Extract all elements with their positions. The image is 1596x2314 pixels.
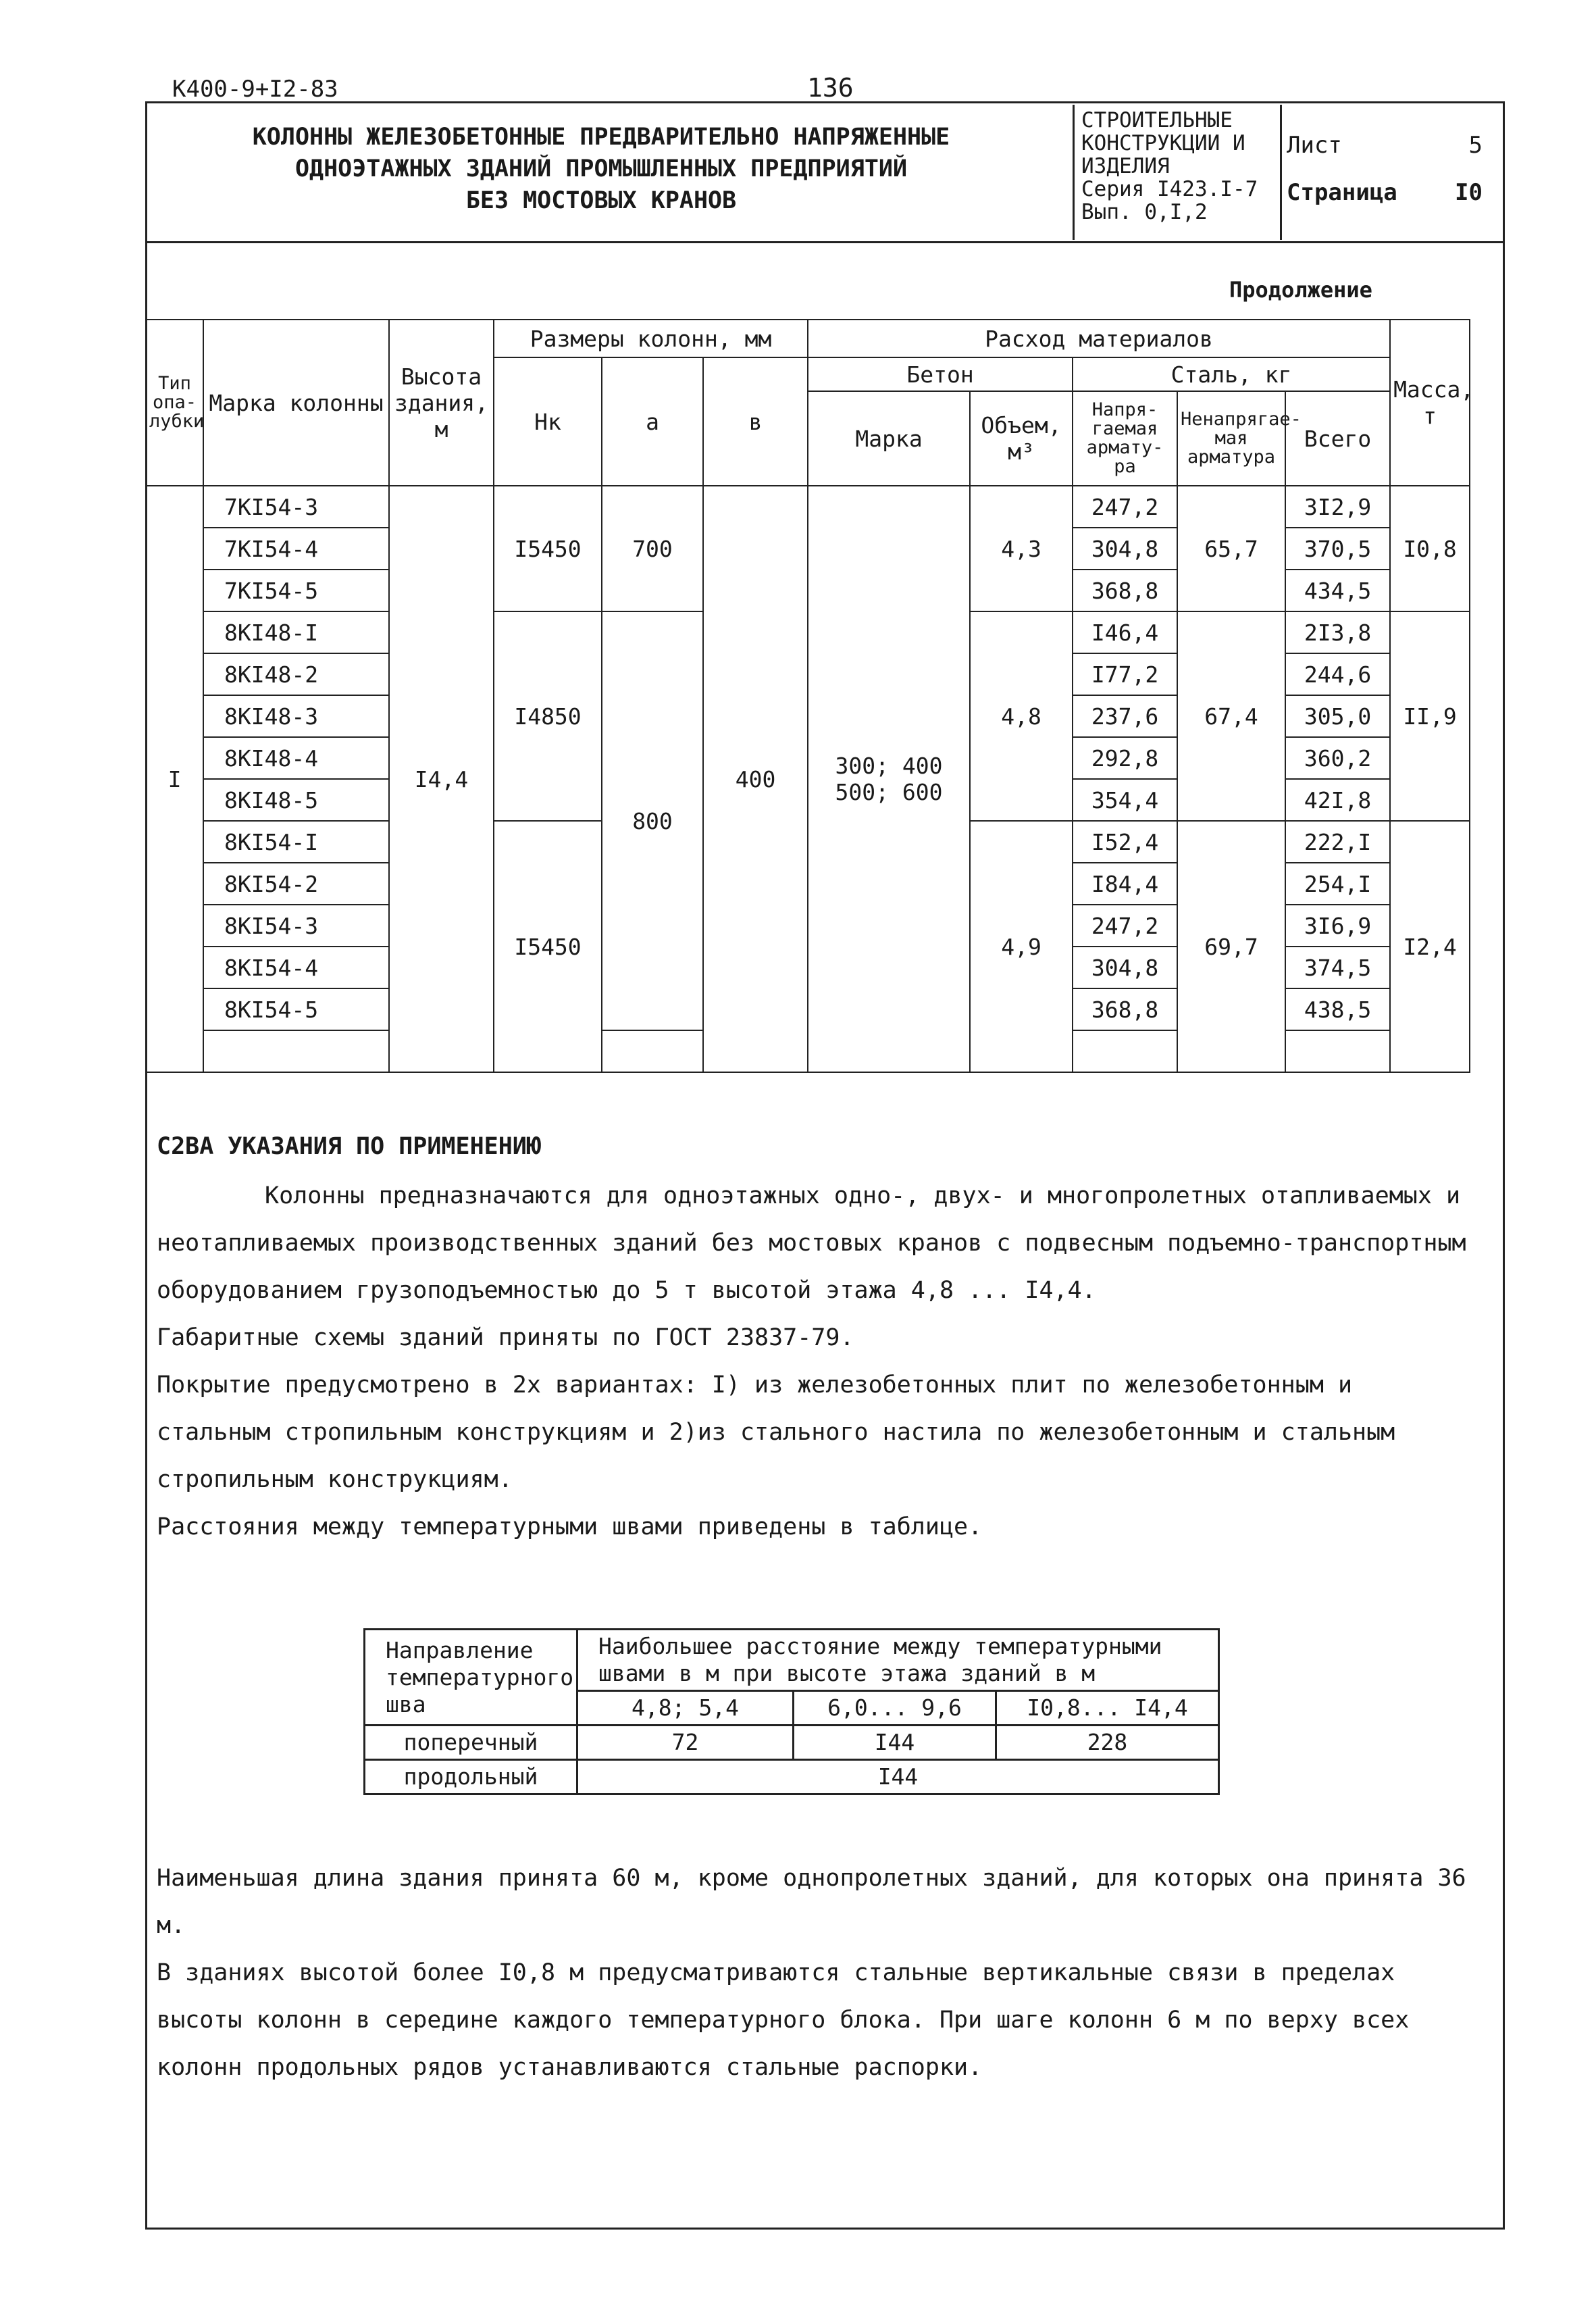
hk-cell: I4850 (494, 611, 602, 821)
th-consumption: Расход материалов (808, 320, 1390, 357)
distance-cell: 72 (577, 1726, 794, 1760)
th-mark: Марка колонны (203, 320, 389, 486)
paragraph-3: Покрытие предусмотрено в 2х вариантах: I) из железобетонных плит по железобетонным и стальным стропильным конструкциям и 2)из стального настила по железобетонным и стальным стропильным конструкциям. (157, 1372, 1395, 1493)
distance-cell: I44 (577, 1760, 1219, 1794)
th-a: а (602, 357, 703, 486)
paragraph-6: В зданиях высотой более I0,8 м предусматриваются стальные вертикальные связи в пределах высоты колонн в середине каждого температурного блока. При шаге колонн 6 м по верху всех колонн продольных рядов устанавливаются стальные распорки. (157, 1959, 1410, 2081)
page-value: I0 (1455, 179, 1483, 206)
mark-cell: 8КI48-I (203, 611, 389, 653)
prestressed-cell: I52,4 (1073, 821, 1177, 863)
mass-cell: II,9 (1390, 611, 1470, 821)
direction-cell: продольный (365, 1760, 577, 1794)
prestressed-cell: 237,6 (1073, 695, 1177, 737)
page-number: 136 (807, 73, 854, 103)
empty-cell (203, 1030, 389, 1072)
total-cell: 222,I (1285, 821, 1390, 863)
prestressed-cell: 304,8 (1073, 947, 1177, 988)
notes-title: С2ВА УКАЗАНИЯ ПО ПРИМЕНЕНИЮ (157, 1133, 541, 1160)
total-cell: 244,6 (1285, 653, 1390, 695)
nonprestressed-cell: 67,4 (1177, 611, 1285, 821)
distance-cell: I44 (794, 1726, 996, 1760)
th-hk: Нк (494, 357, 602, 486)
total-cell: 374,5 (1285, 947, 1390, 988)
nonprestressed-cell: 65,7 (1177, 486, 1285, 611)
total-cell: 305,0 (1285, 695, 1390, 737)
volume-cell: 4,9 (970, 821, 1073, 1072)
th-dims: Размеры колонн, мм (494, 320, 808, 357)
prestressed-cell: 247,2 (1073, 905, 1177, 947)
mark-cell: 8КI54-2 (203, 863, 389, 905)
series-line-5: Вып. 0,I,2 (1081, 200, 1208, 224)
paragraph-2: Габаритные схемы зданий приняты по ГОСТ 23837-79. (157, 1324, 854, 1351)
prestressed-cell: I84,4 (1073, 863, 1177, 905)
series-line-2: КОНСТРУКЦИИ И (1081, 131, 1245, 155)
sheet-value: 5 (1468, 132, 1483, 159)
prestressed-cell: 368,8 (1073, 570, 1177, 611)
total-cell: 42I,8 (1285, 779, 1390, 821)
total-cell: 2I3,8 (1285, 611, 1390, 653)
title-line-2: ОДНОЭТАЖНЫХ ЗДАНИЙ ПРОМЫШЛЕННЫХ ПРЕДПРИЯТИЙ (294, 155, 908, 182)
paragraph-1: Колонны предназначаются для одноэтажных одно-, двух- и многопролетных отапливаемых и неотапливаемых производственных зданий без мостовых кранов с подвесным подъемно-транспортным оборудованием грузоподъемностью до 5 т высотой этажа 4,8 ... I4,4. (157, 1182, 1466, 1304)
mark-cell: 8КI54-5 (203, 988, 389, 1030)
hk-cell: I5450 (494, 486, 602, 611)
mark-cell: 7КI54-5 (203, 570, 389, 611)
volume-cell: 4,3 (970, 486, 1073, 611)
concrete-mark-cell (808, 486, 970, 1072)
b-cell: 400 (703, 486, 808, 1072)
prestressed-cell: 292,8 (1073, 737, 1177, 779)
direction-cell: поперечный (365, 1726, 577, 1760)
th-height-range: 4,8; 5,4 (577, 1691, 794, 1726)
total-cell: 3I6,9 (1285, 905, 1390, 947)
total-cell: 370,5 (1285, 528, 1390, 570)
th-type: Тип опа-лубки (146, 320, 203, 486)
prestressed-cell: I77,2 (1073, 653, 1177, 695)
mark-cell: 8КI48-3 (203, 695, 389, 737)
document-title (155, 122, 1047, 217)
prestressed-cell: 354,4 (1073, 779, 1177, 821)
prestressed-cell: I46,4 (1073, 611, 1177, 653)
a-cell: 800 (602, 611, 703, 1030)
prestressed-cell: 304,8 (1073, 528, 1177, 570)
th-volume: Объем, м³ (970, 391, 1073, 486)
page-label: Страница (1287, 179, 1397, 206)
mark-cell: 7КI54-3 (203, 486, 389, 528)
notes-text-top (157, 1172, 1467, 1551)
paragraph-4: Расстояния между температурными швами приведены в таблице. (157, 1513, 983, 1540)
prestressed-cell: 247,2 (1073, 486, 1177, 528)
continuation-label: Продолжение (1229, 277, 1372, 303)
total-cell: 438,5 (1285, 988, 1390, 1030)
th-steel: Сталь, кг (1073, 357, 1390, 391)
th-nonprestressed: Ненапрягае-мая арматура (1177, 391, 1285, 486)
notes-text-bottom (157, 1855, 1467, 2091)
columns-table (145, 319, 1474, 1073)
th-prestressed: Напря-гаемая армату-ра (1073, 391, 1177, 486)
mass-cell: I0,8 (1390, 486, 1470, 611)
height-cell: I4,4 (389, 486, 494, 1072)
concrete-mark-line-2: 500; 600 (835, 779, 943, 805)
sheet-label: Лист (1287, 132, 1342, 159)
mark-cell: 8КI54-4 (203, 947, 389, 988)
paragraph-5: Наименьшая длина здания принята 60 м, кроме однопролетных зданий, для которых она принята 36 м. (157, 1865, 1466, 1939)
th-concrete-mark: Марка (808, 391, 970, 486)
nonprestressed-cell: 69,7 (1177, 821, 1285, 1072)
series-line-1: СТРОИТЕЛЬНЫЕ (1081, 108, 1233, 132)
empty-cell (1073, 1030, 1177, 1072)
hk-cell: I5450 (494, 821, 602, 1072)
total-cell: 254,I (1285, 863, 1390, 905)
empty-cell (602, 1030, 703, 1072)
mass-cell: I2,4 (1390, 821, 1470, 1072)
mark-cell: 8КI48-2 (203, 653, 389, 695)
distance-cell: 228 (996, 1726, 1219, 1760)
type-cell: I (146, 486, 203, 1072)
sheet-info (1287, 122, 1496, 216)
volume-cell: 4,8 (970, 611, 1073, 821)
prestressed-cell: 368,8 (1073, 988, 1177, 1030)
total-cell: 3I2,9 (1285, 486, 1390, 528)
total-cell: 360,2 (1285, 737, 1390, 779)
mark-cell: 8КI48-4 (203, 737, 389, 779)
total-cell: 434,5 (1285, 570, 1390, 611)
document-code: К400-9+I2-83 (172, 76, 338, 103)
th-height: Высота здания, м (389, 320, 494, 486)
series-line-4: Серия I423.I-7 (1081, 177, 1258, 201)
th-b: в (703, 357, 808, 486)
th-direction: Направление температурного шва (365, 1630, 577, 1726)
title-line-3: БЕЗ МОСТОВЫХ КРАНОВ (465, 187, 737, 214)
th-mass: Масса, т (1390, 320, 1470, 486)
th-total: Всего (1285, 391, 1390, 486)
title-line-1: КОЛОННЫ ЖЕЛЕЗОБЕТОННЫЕ ПРЕДВАРИТЕЛЬНО НАПРЯЖЕННЫЕ (252, 124, 950, 151)
series-line-3: ИЗДЕЛИЯ (1081, 154, 1170, 178)
mark-cell: 8КI54-I (203, 821, 389, 863)
th-concrete: Бетон (808, 357, 1073, 391)
th-distance: Наибольшее расстояние между температурными швами в м при высоте этажа зданий в м (577, 1630, 1219, 1691)
mark-cell: 7КI54-4 (203, 528, 389, 570)
concrete-mark-line-1: 300; 400 (835, 753, 943, 779)
mark-cell: 8КI48-5 (203, 779, 389, 821)
th-height-range: 6,0... 9,6 (794, 1691, 996, 1726)
joints-table (363, 1628, 1220, 1795)
series-block (1073, 105, 1282, 240)
a-cell: 700 (602, 486, 703, 611)
mark-cell: 8КI54-3 (203, 905, 389, 947)
th-height-range: I0,8... I4,4 (996, 1691, 1219, 1726)
empty-cell (1285, 1030, 1390, 1072)
